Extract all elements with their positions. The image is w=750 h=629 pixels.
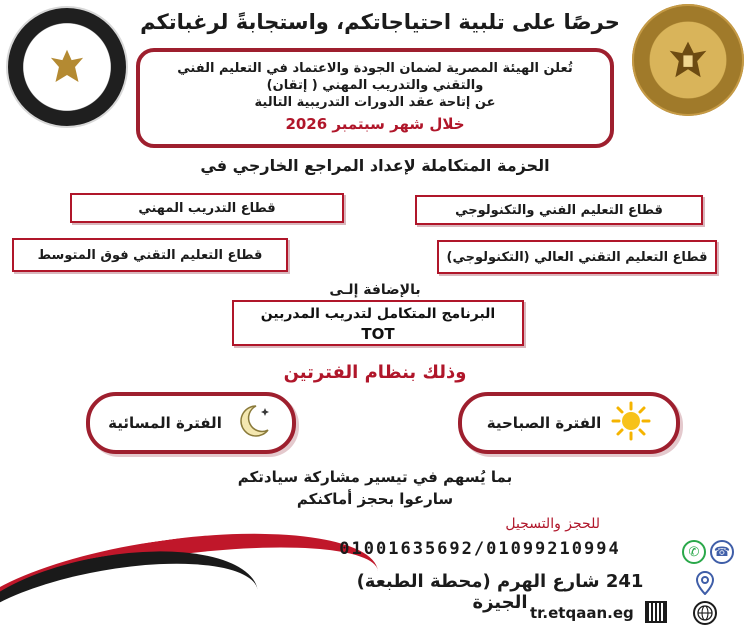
announcement-date: خلال شهر سبتمبر 2026 [285, 115, 465, 133]
evening-period-pill [86, 392, 296, 454]
tot-title: البرنامج المتكامل لتدريب المدربين [260, 306, 496, 322]
package-title: الحزمة المتكاملة لإعداد المراجع الخارجي في [200, 156, 550, 175]
address-text: 241 شارع الهرم (محطة الطبعة) الجيزة [356, 571, 644, 613]
whatsapp-icon[interactable]: ✆ [682, 540, 706, 564]
announcement-line: عن إتاحة عقد الدورات التدريبية التالية [254, 95, 496, 110]
periods-title: وذلك بنظام الفترتين [283, 362, 467, 383]
closing-line: بما يُسهم في تيسير مشاركة سيادتكم [237, 468, 513, 486]
sector-box-vocational: قطاع التدريب المهني [70, 193, 344, 223]
location-pin-icon [693, 570, 717, 596]
sun-icon [611, 401, 651, 445]
globe-icon [693, 601, 717, 625]
eagle-emblem-icon [44, 44, 90, 90]
eagle-emblem-icon [665, 37, 711, 83]
addition-label: بالإضافة إلـى [329, 282, 421, 298]
sector-box-higher-technical: قطاع التعليم التقني العالي (التكنولوجي) [437, 240, 717, 274]
tot-code: TOT [361, 325, 395, 343]
qr-code-icon[interactable] [645, 601, 667, 623]
moon-icon [232, 400, 274, 446]
government-logo [632, 4, 744, 116]
evening-period-label: الفترة المسائية [108, 414, 222, 432]
booking-label: للحجز والتسجيل [505, 516, 600, 532]
page-headline: حرصًا على تلبية احتياجاتكم، واستجابةً لرغباتكم [140, 10, 620, 34]
announcement-line: تُعلن الهيئة المصرية لضمان الجودة والاعتماد في التعليم الفني [177, 61, 573, 76]
announcement-box [136, 48, 614, 148]
sector-box-post-secondary: قطاع التعليم التقني فوق المتوسط [12, 238, 288, 272]
website-link[interactable]: tr.etqaan.eg [530, 604, 634, 622]
closing-line: سارعوا بحجز أماكنكم [296, 490, 454, 508]
tot-program-box [232, 300, 524, 346]
quality-agency-logo [6, 6, 128, 128]
sector-box-technical: قطاع التعليم الفني والتكنولوجي [415, 195, 703, 225]
announcement-line: والتقني والتدريب المهني ( إتقان) [266, 78, 484, 93]
phone-icon[interactable]: ☎ [710, 540, 734, 564]
phone-numbers[interactable]: 01001635692/01099210994 [339, 539, 621, 559]
closing-text [180, 466, 570, 510]
morning-period-label: الفترة الصباحية [486, 414, 602, 432]
morning-period-pill [458, 392, 680, 454]
agency-seal-center [33, 33, 101, 101]
